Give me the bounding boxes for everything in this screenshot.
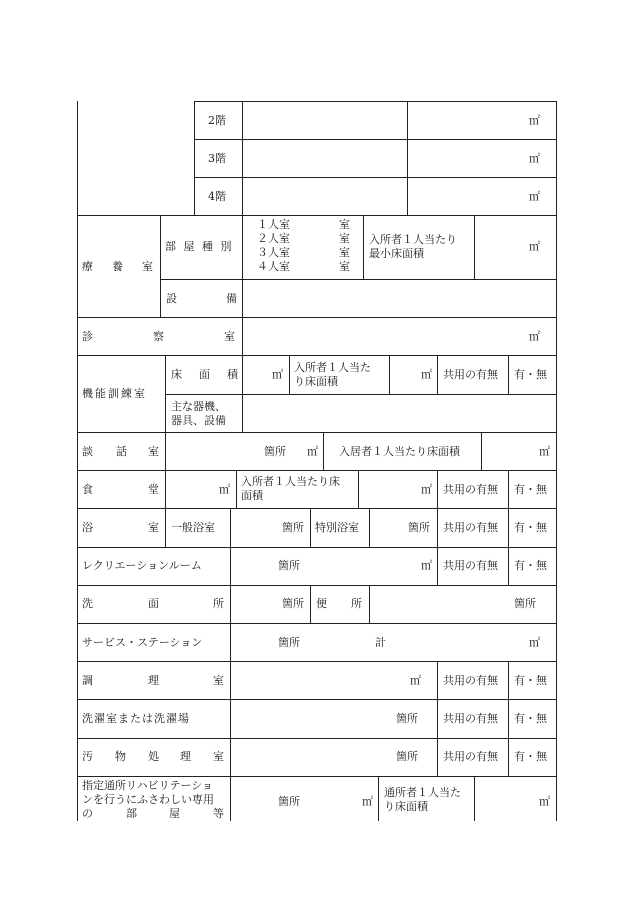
col-divider [437,508,438,547]
area-unit: ㎡ [539,795,550,808]
col-divider [437,470,438,508]
col-divider [194,101,195,215]
count-label: 箇所 [278,795,300,808]
area-unit: ㎡ [529,240,540,253]
danwa-label: 話 [116,445,127,458]
row-divider [77,215,557,216]
equipment-label: 備 [226,292,237,305]
danwa-label: 談 [82,445,93,458]
senmen-label: 所 [213,597,224,610]
row-divider [77,585,557,586]
min-area-label-2: 最小床面積 [369,247,424,260]
yes-no-choice[interactable]: 有・無 [514,559,547,572]
equipment-label: 設 [166,292,177,305]
col-divider [310,508,311,547]
laundry-label: 洗濯室または洗濯場 [82,712,190,725]
shared-label: 共用の有無 [443,368,498,381]
area-unit: ㎡ [421,368,432,381]
col-divider [508,738,509,776]
yes-no-choice[interactable]: 有・無 [514,483,547,496]
row-divider [77,470,557,471]
area-unit: ㎡ [362,795,373,808]
row-divider [77,661,557,662]
row-divider [77,738,557,739]
col-divider [289,355,290,394]
count-label: 箇所 [282,521,304,534]
count-label: 箇所 [396,750,418,763]
shared-label: 共用の有無 [443,750,498,763]
per-person-label: 入居者１人当たり床面積 [339,445,460,458]
col-divider [437,355,438,394]
senmen-label: 洗 [82,597,93,610]
chouri-label: 理 [148,674,159,687]
floor-label: 2階 [208,114,226,127]
col-divider [230,547,231,585]
col-divider [437,661,438,699]
floor-area-label: 積 [227,368,238,381]
row-divider [194,101,557,102]
col-divider [474,776,475,821]
chouri-label: 調 [82,674,93,687]
kinou-label: 機能訓練室 [82,387,147,400]
rehab-label-3: 屋 [169,807,180,820]
per-person-label-2: 面積 [241,489,263,502]
row-divider [77,317,557,318]
col-divider [230,738,231,776]
shared-label: 共用の有無 [443,559,498,572]
rehab-label-3: の [82,807,93,820]
col-divider [508,661,509,699]
count-label: 箇所 [396,712,418,725]
general-bath-label: 一般浴室 [171,521,215,534]
rehab-label-3: 部 [126,807,137,820]
col-divider [165,432,166,470]
room-type-1-unit: 室 [339,218,350,231]
per-person-label-1: 通所者１人当た [384,786,461,799]
per-person-label-2: り床面積 [384,800,428,813]
col-divider [389,355,390,394]
equipment-label-1: 主な器機、 [171,400,226,413]
area-unit: ㎡ [272,368,283,381]
count-label: 箇所 [282,597,304,610]
col-divider [242,101,243,215]
col-divider [230,699,231,738]
col-divider [358,470,359,508]
col-divider [242,355,243,432]
shokudo-label: 食 [82,483,93,496]
shokudo-label: 堂 [148,483,159,496]
yes-no-choice[interactable]: 有・無 [514,368,547,381]
yes-no-choice[interactable]: 有・無 [514,521,547,534]
row-divider [77,432,557,433]
area-unit: ㎡ [539,445,550,458]
col-divider [437,547,438,585]
senmen-label: 面 [148,597,159,610]
row-divider [77,623,557,624]
col-divider [481,432,482,470]
min-area-label-1: 入所者１人当たり [369,233,457,246]
area-unit: ㎡ [529,190,540,203]
soiled-room-label: 処 [148,750,159,763]
shinsatsu-label: 診 [82,330,93,343]
ryoyo-label: 療 養 室 [82,260,157,273]
chouri-label: 室 [213,674,224,687]
col-divider [230,776,231,821]
shinsatsu-label: 察 [153,330,164,343]
soiled-room-label: 汚 [82,750,93,763]
rehab-label-3: 等 [213,807,224,820]
shinsatsu-label: 室 [224,330,235,343]
room-type-4: ４人室 [257,260,290,273]
room-type-3: ３人室 [257,246,290,259]
count-label: 箇所 [278,636,300,649]
col-divider [230,623,231,661]
yes-no-choice[interactable]: 有・無 [514,712,547,725]
col-divider [165,355,166,432]
col-divider [369,508,370,547]
count-label: 箇所 [514,597,536,610]
col-divider [508,508,509,547]
soiled-room-label: 室 [213,750,224,763]
col-divider [230,508,231,547]
shared-label: 共用の有無 [443,483,498,496]
col-divider [323,432,324,470]
count-label: 箇所 [264,445,286,458]
row-divider [160,279,557,280]
area-unit: ㎡ [529,114,540,127]
count-label: 箇所 [278,559,300,572]
col-divider [77,101,78,821]
per-person-label-2: り床面積 [294,375,338,388]
yes-no-choice[interactable]: 有・無 [514,750,547,763]
row-divider [165,394,557,395]
col-divider [508,355,509,394]
room-type-3-unit: 室 [339,246,350,259]
soiled-room-label: 物 [115,750,126,763]
floor-area-label: 面 [199,368,210,381]
col-divider [236,470,237,508]
special-bath-label: 特別浴室 [315,521,359,534]
yokushitsu-label: 室 [148,521,159,534]
room-type-4-unit: 室 [339,260,350,273]
col-divider [160,215,161,317]
yokushitsu-label: 浴 [82,521,93,534]
col-divider [508,699,509,738]
row-divider [77,355,557,356]
row-divider [77,776,557,777]
room-type-label: 部 屋 種 別 [165,240,234,253]
recreation-label: レクリエーションルーム [82,559,202,572]
col-divider [508,470,509,508]
area-unit: ㎡ [410,674,421,687]
room-type-2: ２人室 [257,232,290,245]
area-unit: ㎡ [421,483,432,496]
area-unit: ㎡ [307,445,318,458]
danwa-label: 室 [148,445,159,458]
soiled-room-label: 理 [180,750,191,763]
count-label: 箇所 [408,521,430,534]
col-divider [230,661,231,699]
col-divider [242,317,243,355]
col-divider [165,470,166,508]
col-divider [437,699,438,738]
service-station-label: サービス・ステーション [82,636,203,649]
area-unit: ㎡ [219,483,230,496]
area-unit: ㎡ [529,152,540,165]
room-type-1: １人室 [257,218,290,231]
row-divider [77,547,557,548]
toilet-label: 便 [316,597,327,610]
total-label: 計 [375,636,386,649]
row-divider [77,508,557,509]
rehab-label-2: ンを行うにふさわしい専用 [82,793,214,806]
equipment-label-2: 器具、設備 [171,414,226,427]
col-divider [378,776,379,821]
col-divider [407,101,408,215]
col-divider [310,585,311,623]
floor-area-label: 床 [171,368,182,381]
toilet-label: 所 [351,597,362,610]
row-divider [77,699,557,700]
col-divider [363,215,364,279]
row-divider [194,177,557,178]
col-divider [242,215,243,317]
rehab-label-1: 指定通所リハビリテーショ [82,779,214,792]
yes-no-choice[interactable]: 有・無 [514,674,547,687]
col-divider [437,738,438,776]
col-divider [369,585,370,623]
room-type-2-unit: 室 [339,232,350,245]
area-unit: ㎡ [529,636,540,649]
shared-label: 共用の有無 [443,674,498,687]
col-divider [556,101,557,821]
col-divider [230,585,231,623]
row-divider [194,139,557,140]
shared-label: 共用の有無 [443,712,498,725]
floor-label: 4階 [208,190,226,203]
per-person-label-1: 入所者１人当たり床 [241,475,340,488]
per-person-label-1: 入所者１人当た [294,361,371,374]
floor-label: 3階 [208,152,226,165]
shared-label: 共用の有無 [443,521,498,534]
col-divider [508,547,509,585]
area-unit: ㎡ [421,559,432,572]
area-unit: ㎡ [529,330,540,343]
col-divider [474,215,475,279]
col-divider [165,508,166,547]
